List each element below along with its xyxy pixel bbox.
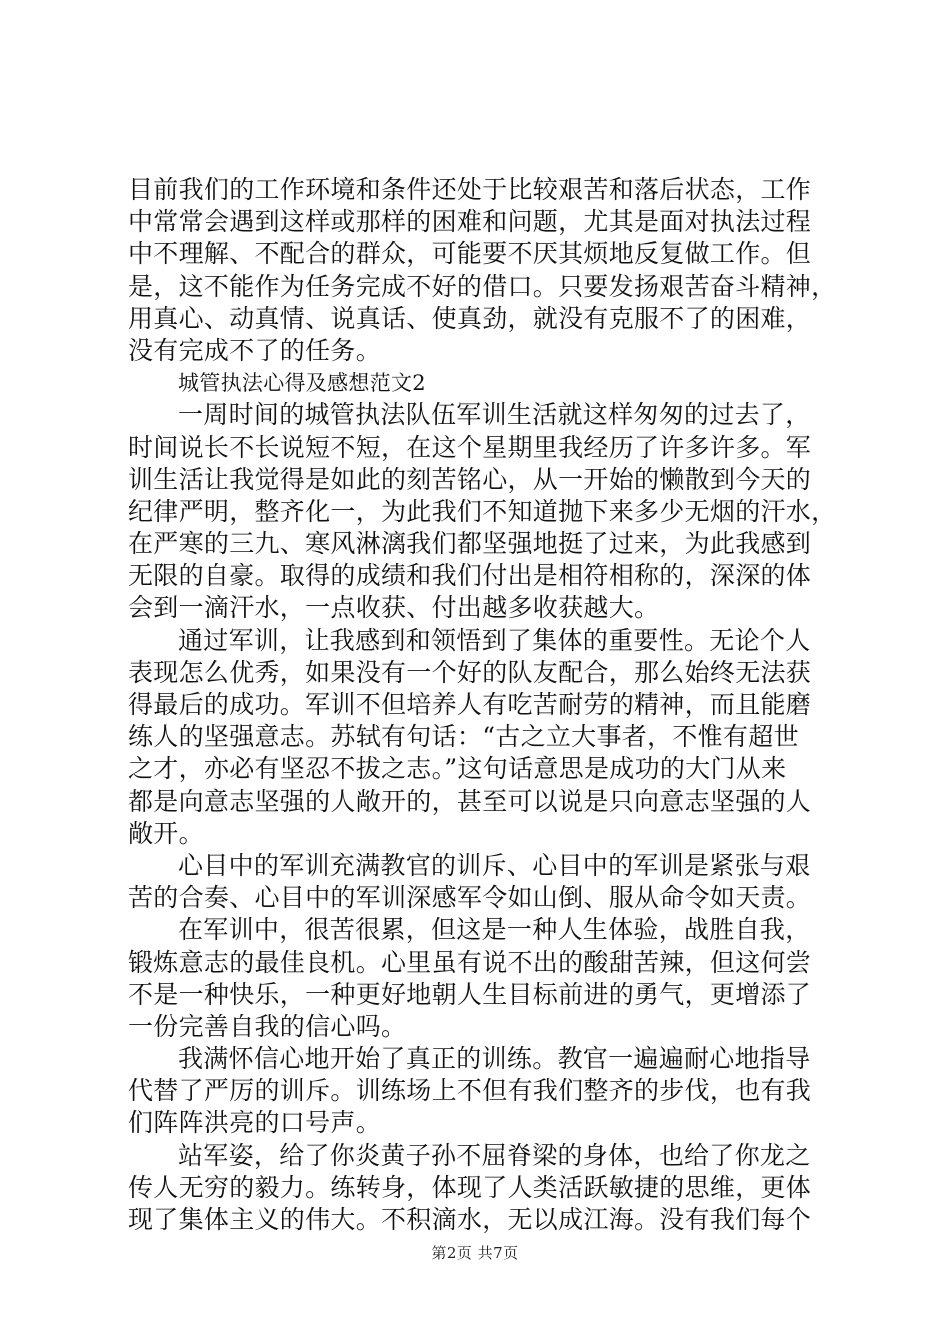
text-line: 代替了严厉的训斥。训练场上不但有我们整齐的步伐，也有我 xyxy=(128,1076,812,1106)
text-line: 表现怎么优秀，如果没有一个好的队友配合，那么始终无法获 xyxy=(128,657,812,687)
text-line: 苦的合奏、心目中的军训深感军令如山倒、服从命令如天责。 xyxy=(128,883,812,913)
text-line: 一份完善自我的信心吗。 xyxy=(128,1011,407,1041)
text-line: 敞开。 xyxy=(128,818,204,848)
text-line: 锻炼意志的最佳良机。心里虽有说不出的酸甜苦辣，但这何尝 xyxy=(128,947,812,977)
text-line: 在军训中，很苦很累，但这是一种人生体验，战胜自我， xyxy=(178,915,811,945)
text-line: 现了集体主义的伟大。不积滴水，无以成江海。没有我们每个 xyxy=(128,1205,812,1234)
text-line: 纪律严明，整齐化一，为此我们不知道抛下来多少无烟的汗水， xyxy=(128,496,837,526)
text-line: 传人无穷的毅力。练转身，体现了人类活跃敏捷的思维，更体 xyxy=(128,1172,812,1202)
text-line: 用真心、动真情、说真话、使真劲，就没有克服不了的困难， xyxy=(128,303,812,333)
text-line: 目前我们的工作环境和条件还处于比较艰苦和落后状态，工作 xyxy=(128,175,812,204)
text-line: 在严寒的三九、寒风淋漓我们都坚强地挺了过来，为此我感到 xyxy=(128,529,812,559)
text-line: 没有完成不了的任务。 xyxy=(128,335,382,365)
text-line: 时间说长不长说短不短，在这个星期里我经历了许多许多。军 xyxy=(128,432,812,462)
text-line: 无限的自豪。取得的成绩和我们付出是相符相称的，深深的体 xyxy=(128,561,812,591)
text-line: 之才，亦必有坚忍不拔之志。”这句话意思是成功的大门从来 xyxy=(128,754,787,784)
text-line: 都是向意志坚强的人敞开的，甚至可以说是只向意志坚强的人 xyxy=(128,786,812,816)
text-line: 会到一滴汗水，一点收获、付出越多收获越大。 xyxy=(128,593,660,623)
page-footer: 第2页 共7页 xyxy=(431,1244,519,1262)
text-line: 得最后的成功。军训不但培养人有吃苦耐劳的精神，而且能磨 xyxy=(128,690,812,719)
text-line: 是，这不能作为任务完成不好的借口。只要发扬艰苦奋斗精神， xyxy=(128,271,837,301)
text-line: 们阵阵洪亮的口号声。 xyxy=(128,1108,382,1138)
text-line: 一周时间的城管执法队伍军训生活就这样匆匆的过去了， xyxy=(178,400,811,430)
text-line: 练人的坚强意志。苏轼有句话：“古之立大事者，不惟有超世 xyxy=(128,722,799,752)
section-heading: 城管执法心得及感想范文2 xyxy=(178,371,426,396)
text-line: 通过军训，让我感到和领悟到了集体的重要性。无论个人 xyxy=(178,625,811,655)
text-line: 我满怀信心地开始了真正的训练。教官一遍遍耐心地指导 xyxy=(178,1044,811,1074)
text-line: 中常常会遇到这样或那样的困难和问题，尤其是面对执法过程 xyxy=(128,207,812,237)
document-body xyxy=(128,174,837,1236)
text-line: 不是一种快乐，一种更好地朝人生目标前进的勇气，更增添了 xyxy=(128,979,812,1009)
text-line: 站军姿，给了你炎黄子孙不屈脊梁的身体，也给了你龙之 xyxy=(178,1140,811,1170)
text-line: 训生活让我觉得是如此的刻苦铭心，从一开始的懒散到今天的 xyxy=(128,464,812,494)
text-line: 中不理解、不配合的群众，可能要不厌其烦地反复做工作。但 xyxy=(128,239,812,269)
text-line: 心目中的军训充满教官的训斥、心目中的军训是紧张与艰 xyxy=(178,850,811,880)
